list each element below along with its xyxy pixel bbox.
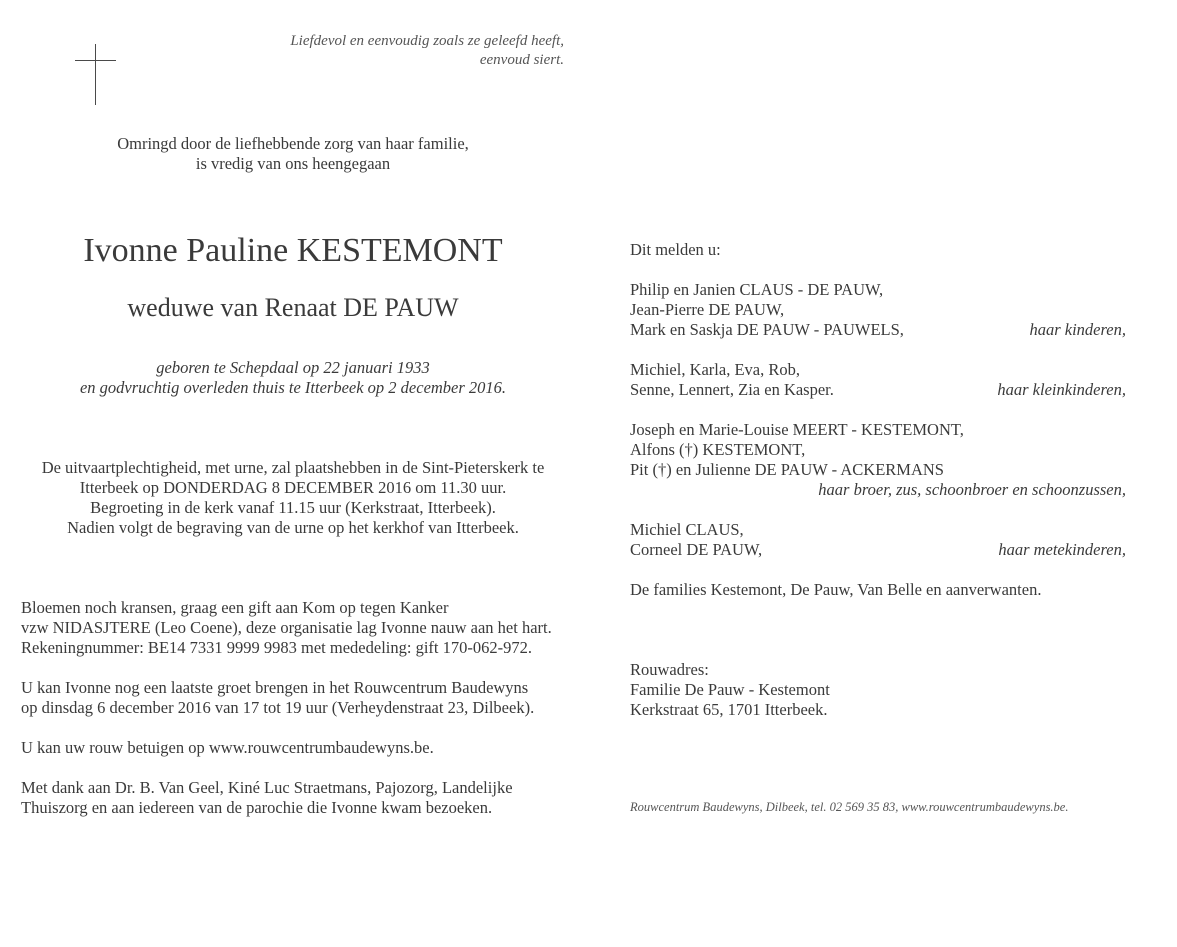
ceremony-line-2: Itterbeek op DONDERDAG 8 DECEMBER 2016 om 11.30 uur.	[79, 478, 507, 497]
address-label: Rouwadres:	[630, 660, 709, 679]
families-line: De families Kestemont, De Pauw, Van Belle en aanverwanten.	[630, 580, 1042, 599]
siblings-line-1: Joseph en Marie-Louise MEERT - KESTEMONT,	[630, 420, 964, 439]
deceased-name: Ivonne Pauline KESTEMONT	[83, 232, 503, 269]
life-dates	[20, 358, 566, 398]
ceremony-info	[20, 458, 566, 538]
siblings-line-3: Pit (†) en Julienne DE PAUW - ACKERMANS	[630, 460, 944, 479]
flowers-line-2: vzw NIDASJTERE (Leo Coene), deze organisatie lag Ivonne nauw aan het hart.	[21, 618, 552, 637]
died-line: en godvruchtig overleden thuis te Itterbeek op 2 december 2016.	[79, 378, 507, 397]
condolence-line: U kan uw rouw betuigen op www.rouwcentrumbaudewyns.be.	[21, 738, 434, 757]
intro-line-1: Omringd door de liefhebbende zorg van haar familie,	[117, 134, 469, 153]
quote-line-2: eenvoud siert.	[479, 52, 564, 68]
born-line: geboren te Schepdaal op 22 januari 1933	[156, 358, 430, 377]
ceremony-line-1: De uitvaartplechtigheid, met urne, zal plaatshebben in de Sint-Pieterskerk te	[41, 458, 545, 477]
grandchildren-line-2: Senne, Lennert, Zia en Kasper.	[630, 380, 834, 399]
widow-of: weduwe van Renaat DE PAUW	[127, 293, 459, 322]
grandchildren-relation: haar kleinkinderen,	[997, 380, 1126, 399]
children-line-1: Philip en Janien CLAUS - DE PAUW,	[630, 280, 884, 299]
address-line-1: Familie De Pauw - Kestemont	[630, 680, 830, 699]
godchildren-relation: haar metekinderen,	[998, 540, 1126, 559]
children-line-2: Jean-Pierre DE PAUW,	[630, 300, 785, 319]
announce-intro: Dit melden u:	[630, 240, 721, 259]
ceremony-line-3: Begroeting in de kerk vanaf 11.15 uur (Kerkstraat, Itterbeek).	[90, 498, 496, 517]
grandchildren-line-1: Michiel, Karla, Eva, Rob,	[630, 360, 800, 379]
intro-text	[20, 134, 566, 174]
flowers-line-1: Bloemen noch kransen, graag een gift aan Kom op tegen Kanker	[21, 598, 449, 617]
visit-line-1: U kan Ivonne nog een laatste groet brengen in het Rouwcentrum Baudewyns	[21, 678, 529, 697]
godchildren-line-2: Corneel DE PAUW,	[630, 540, 763, 559]
siblings-line-2: Alfons (†) KESTEMONT,	[630, 440, 806, 459]
funeral-home-footer: Rouwcentrum Baudewyns, Dilbeek, tel. 02 569 35 83, www.rouwcentrumbaudewyns.be.	[630, 800, 1069, 814]
flowers-line-3: Rekeningnummer: BE14 7331 9999 9983 met mededeling: gift 170-062-972.	[21, 638, 532, 657]
ceremony-line-4: Nadien volgt de begraving van de urne op het kerkhof van Itterbeek.	[67, 518, 519, 537]
intro-line-2: is vredig van ons heengegaan	[195, 154, 391, 173]
siblings-relation: haar broer, zus, schoonbroer en schoonzussen,	[818, 480, 1126, 499]
address-line-2: Kerkstraat 65, 1701 Itterbeek.	[630, 700, 828, 719]
memorial-quote	[290, 32, 564, 70]
thanks-line-2: Thuiszorg en aan iedereen van de parochie die Ivonne kwam bezoeken.	[21, 798, 493, 817]
godchildren-line-1: Michiel CLAUS,	[630, 520, 744, 539]
quote-line-1: Liefdevol en eenvoudig zoals ze geleefd heeft,	[290, 33, 564, 49]
children-relation: haar kinderen,	[1029, 320, 1126, 339]
children-line-3: Mark en Saskja DE PAUW - PAUWELS,	[630, 320, 904, 339]
thanks-line-1: Met dank aan Dr. B. Van Geel, Kiné Luc Straetmans, Pajozorg, Landelijke	[21, 778, 513, 797]
visit-line-2: op dinsdag 6 december 2016 van 17 tot 19 uur (Verheydenstraat 23, Dilbeek).	[21, 698, 535, 717]
